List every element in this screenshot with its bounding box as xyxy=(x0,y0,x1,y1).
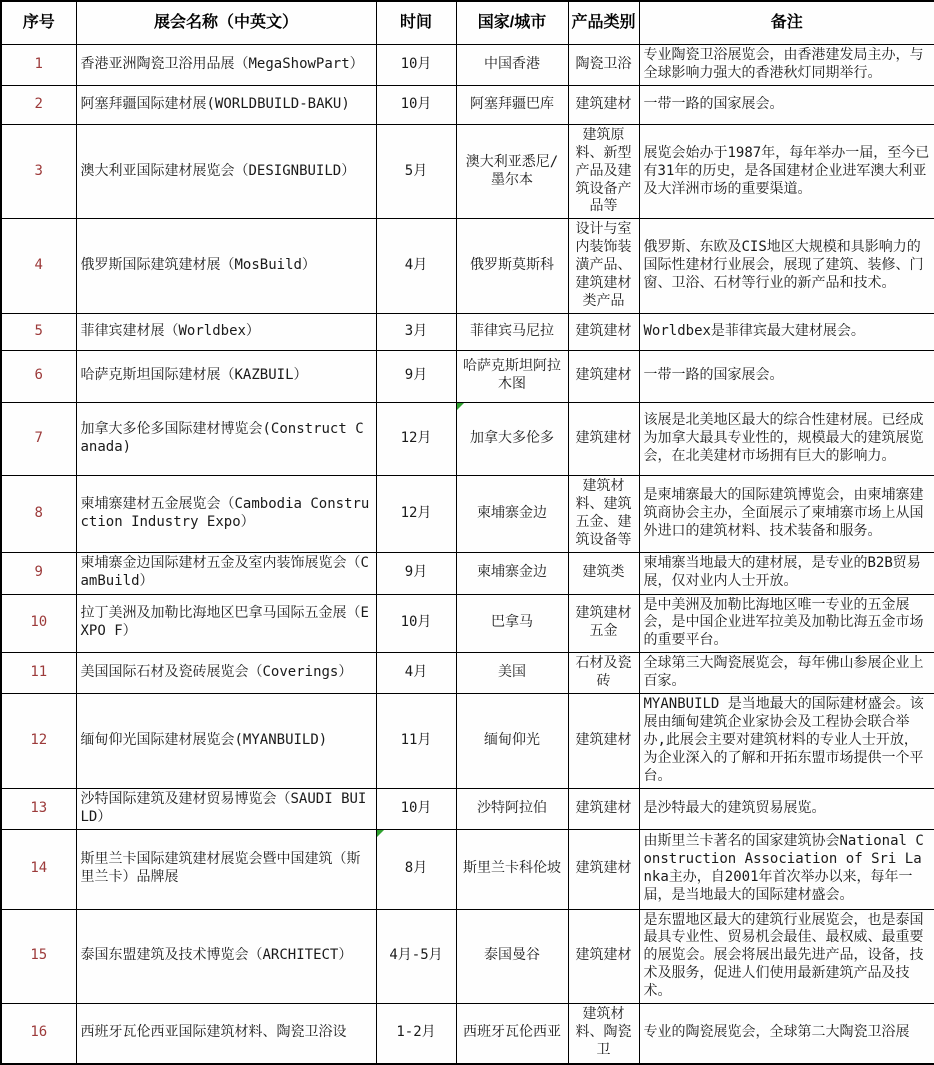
cell-remark: 全球第三大陶瓷展览会，每年佛山参展企业上百家。 xyxy=(639,653,934,694)
cell-no: 14 xyxy=(1,829,76,909)
header-name: 展会名称（中英文） xyxy=(76,1,376,45)
cell-time: 10月 xyxy=(376,594,456,653)
cell-time: 11月 xyxy=(376,694,456,789)
cell-city: 菲律宾马尼拉 xyxy=(456,313,568,350)
cell-category: 建筑材料、建筑五金、建筑设备等 xyxy=(568,475,639,552)
cell-category: 建筑建材 xyxy=(568,909,639,1004)
cell-city: 斯里兰卡科伦坡 xyxy=(456,829,568,909)
cell-city: 柬埔寨金边 xyxy=(456,475,568,552)
cell-city: 阿塞拜疆巴库 xyxy=(456,85,568,124)
cell-category: 建筑建材 xyxy=(568,402,639,475)
cell-time: 10月 xyxy=(376,45,456,86)
cell-remark: 该展是北美地区最大的综合性建材展。已经成为加拿大最具专业性的，规模最大的建筑展览会，在北美建材市场拥有巨大的影响力。 xyxy=(639,402,934,475)
cell-remark: 一带一路的国家展会。 xyxy=(639,85,934,124)
cell-city: 巴拿马 xyxy=(456,594,568,653)
table-row xyxy=(1,85,934,124)
cell-city: 加拿大多伦多 xyxy=(456,402,568,475)
cell-name: 美国国际石材及瓷砖展览会（Coverings） xyxy=(76,653,376,694)
cell-no: 10 xyxy=(1,594,76,653)
cell-city: 哈萨克斯坦阿拉木图 xyxy=(456,350,568,402)
cell-time: 12月 xyxy=(376,402,456,475)
cell-name: 香港亚洲陶瓷卫浴用品展（MegaShowPart） xyxy=(76,45,376,86)
cell-no: 3 xyxy=(1,124,76,219)
cell-no: 2 xyxy=(1,85,76,124)
cell-category: 建筑建材 xyxy=(568,829,639,909)
cell-remark: 展览会始办于1987年，每年举办一届，至今已有31年的历史，是各国建材企业进军澳大利亚及大洋洲市场的重要渠道。 xyxy=(639,124,934,219)
cell-name: 俄罗斯国际建筑建材展（MosBuild） xyxy=(76,219,376,314)
cell-time: 1-2月 xyxy=(376,1004,456,1064)
cell-time: 4月-5月 xyxy=(376,909,456,1004)
table-row xyxy=(1,402,934,475)
cell-remark: 专业的陶瓷展览会，全球第二大陶瓷卫浴展 xyxy=(639,1004,934,1064)
cell-category: 建筑建材 xyxy=(568,694,639,789)
cell-city: 西班牙瓦伦西亚 xyxy=(456,1004,568,1064)
cell-name: 柬埔寨金边国际建材五金及室内装饰展览会（CamBuild） xyxy=(76,552,376,594)
table-row xyxy=(1,653,934,694)
table-header-row xyxy=(1,1,934,45)
cell-name: 加拿大多伦多国际建材博览会(Construct Canada) xyxy=(76,402,376,475)
cell-no: 7 xyxy=(1,402,76,475)
cell-no: 16 xyxy=(1,1004,76,1064)
green-corner-marker xyxy=(457,403,464,410)
cell-time: 10月 xyxy=(376,788,456,829)
table-row xyxy=(1,475,934,552)
cell-category: 建筑建材 xyxy=(568,85,639,124)
cell-category: 建筑材料、陶瓷卫 xyxy=(568,1004,639,1064)
cell-time: 4月 xyxy=(376,219,456,314)
table-row xyxy=(1,219,934,314)
table-row xyxy=(1,552,934,594)
table-row xyxy=(1,45,934,86)
table-row xyxy=(1,1004,934,1064)
exhibition-table-body xyxy=(1,45,934,1064)
cell-no: 15 xyxy=(1,909,76,1004)
cell-no: 13 xyxy=(1,788,76,829)
cell-remark: 是东盟地区最大的建筑行业展览会，也是泰国最具专业性、贸易机会最佳、最权威、最重要的展览会。展会将展出最先进产品，设备，技术及服务，促进人们使用最新建筑产品及技术。 xyxy=(639,909,934,1004)
cell-time: 9月 xyxy=(376,350,456,402)
header-remark: 备注 xyxy=(639,1,934,45)
cell-city: 柬埔寨金边 xyxy=(456,552,568,594)
cell-no: 12 xyxy=(1,694,76,789)
cell-no: 4 xyxy=(1,219,76,314)
table-row xyxy=(1,829,934,909)
table-row xyxy=(1,788,934,829)
cell-name: 拉丁美洲及加勒比海地区巴拿马国际五金展（EXPO F） xyxy=(76,594,376,653)
cell-name: 沙特国际建筑及建材贸易博览会（SAUDI BUILD） xyxy=(76,788,376,829)
cell-remark: 柬埔寨当地最大的建材展，是专业的B2B贸易展，仅对业内人士开放。 xyxy=(639,552,934,594)
cell-no: 8 xyxy=(1,475,76,552)
cell-time: 12月 xyxy=(376,475,456,552)
cell-city: 中国香港 xyxy=(456,45,568,86)
table-row xyxy=(1,694,934,789)
cell-time: 3月 xyxy=(376,313,456,350)
cell-remark: 由斯里兰卡著名的国家建筑协会National Construction Association of Sri Lanka主办，自2001年首次举办以来，每年一届，是当地最大的国际建材盛会。 xyxy=(639,829,934,909)
cell-name: 柬埔寨建材五金展览会（Cambodia Construction Industry Expo） xyxy=(76,475,376,552)
cell-time: 4月 xyxy=(376,653,456,694)
cell-name: 菲律宾建材展（Worldbex） xyxy=(76,313,376,350)
cell-remark: MYANBUILD 是当地最大的国际建材盛会。该展由缅甸建筑企业家协会及工程协会联合举办,此展会主要对建筑材料的专业人士开放，为企业深入的了解和开拓东盟市场提供一个平台。 xyxy=(639,694,934,789)
cell-time: 10月 xyxy=(376,85,456,124)
cell-name: 澳大利亚国际建材展览会（DESIGNBUILD） xyxy=(76,124,376,219)
cell-city: 沙特阿拉伯 xyxy=(456,788,568,829)
cell-name: 阿塞拜疆国际建材展(WORLDBUILD-BAKU) xyxy=(76,85,376,124)
table-row xyxy=(1,909,934,1004)
cell-no: 5 xyxy=(1,313,76,350)
cell-name: 斯里兰卡国际建筑建材展览会暨中国建筑（斯里兰卡）品牌展 xyxy=(76,829,376,909)
cell-category: 建筑原料、新型产品及建筑设备产品等 xyxy=(568,124,639,219)
header-category: 产品类别 xyxy=(568,1,639,45)
cell-category: 建筑建材 xyxy=(568,350,639,402)
cell-time: 8月 xyxy=(376,829,456,909)
header-time: 时间 xyxy=(376,1,456,45)
cell-remark: 是中美洲及加勒比海地区唯一专业的五金展会，是中国企业进军拉美及加勒比海五金市场的重要平台。 xyxy=(639,594,934,653)
cell-time: 5月 xyxy=(376,124,456,219)
cell-remark: 一带一路的国家展会。 xyxy=(639,350,934,402)
cell-category: 设计与室内装饰装潢产品、建筑建材类产品 xyxy=(568,219,639,314)
table-row xyxy=(1,124,934,219)
cell-city: 俄罗斯莫斯科 xyxy=(456,219,568,314)
header-city: 国家/城市 xyxy=(456,1,568,45)
cell-name: 泰国东盟建筑及技术博览会（ARCHITECT） xyxy=(76,909,376,1004)
cell-category: 建筑类 xyxy=(568,552,639,594)
table-row xyxy=(1,594,934,653)
cell-no: 11 xyxy=(1,653,76,694)
cell-remark: 专业陶瓷卫浴展览会，由香港建发局主办，与全球影响力强大的香港秋灯同期举行。 xyxy=(639,45,934,86)
cell-category: 建筑建材 xyxy=(568,788,639,829)
cell-name: 哈萨克斯坦国际建材展（KAZBUIL） xyxy=(76,350,376,402)
header-no: 序号 xyxy=(1,1,76,45)
cell-remark: Worldbex是菲律宾最大建材展会。 xyxy=(639,313,934,350)
cell-no: 6 xyxy=(1,350,76,402)
cell-no: 1 xyxy=(1,45,76,86)
cell-category: 建筑建材 xyxy=(568,313,639,350)
cell-city: 缅甸仰光 xyxy=(456,694,568,789)
cell-remark: 是柬埔寨最大的国际建筑博览会，由柬埔寨建筑商协会主办，全面展示了柬埔寨市场上从国外进口的建筑材料、技术装备和服务。 xyxy=(639,475,934,552)
cell-no: 9 xyxy=(1,552,76,594)
green-corner-marker xyxy=(377,830,384,837)
cell-city: 美国 xyxy=(456,653,568,694)
cell-remark: 俄罗斯、东欧及CIS地区大规模和具影响力的国际性建材行业展会，展现了建筑、装修、门窗、卫浴、石材等行业的新产品和技术。 xyxy=(639,219,934,314)
cell-category: 陶瓷卫浴 xyxy=(568,45,639,86)
cell-name: 西班牙瓦伦西亚国际建筑材料、陶瓷卫浴设 xyxy=(76,1004,376,1064)
table-row xyxy=(1,313,934,350)
cell-city: 澳大利亚悉尼/墨尔本 xyxy=(456,124,568,219)
cell-category: 建筑建材五金 xyxy=(568,594,639,653)
cell-city: 泰国曼谷 xyxy=(456,909,568,1004)
cell-remark: 是沙特最大的建筑贸易展览。 xyxy=(639,788,934,829)
cell-time: 9月 xyxy=(376,552,456,594)
cell-name: 缅甸仰光国际建材展览会(MYANBUILD) xyxy=(76,694,376,789)
cell-category: 石材及瓷砖 xyxy=(568,653,639,694)
table-row xyxy=(1,350,934,402)
